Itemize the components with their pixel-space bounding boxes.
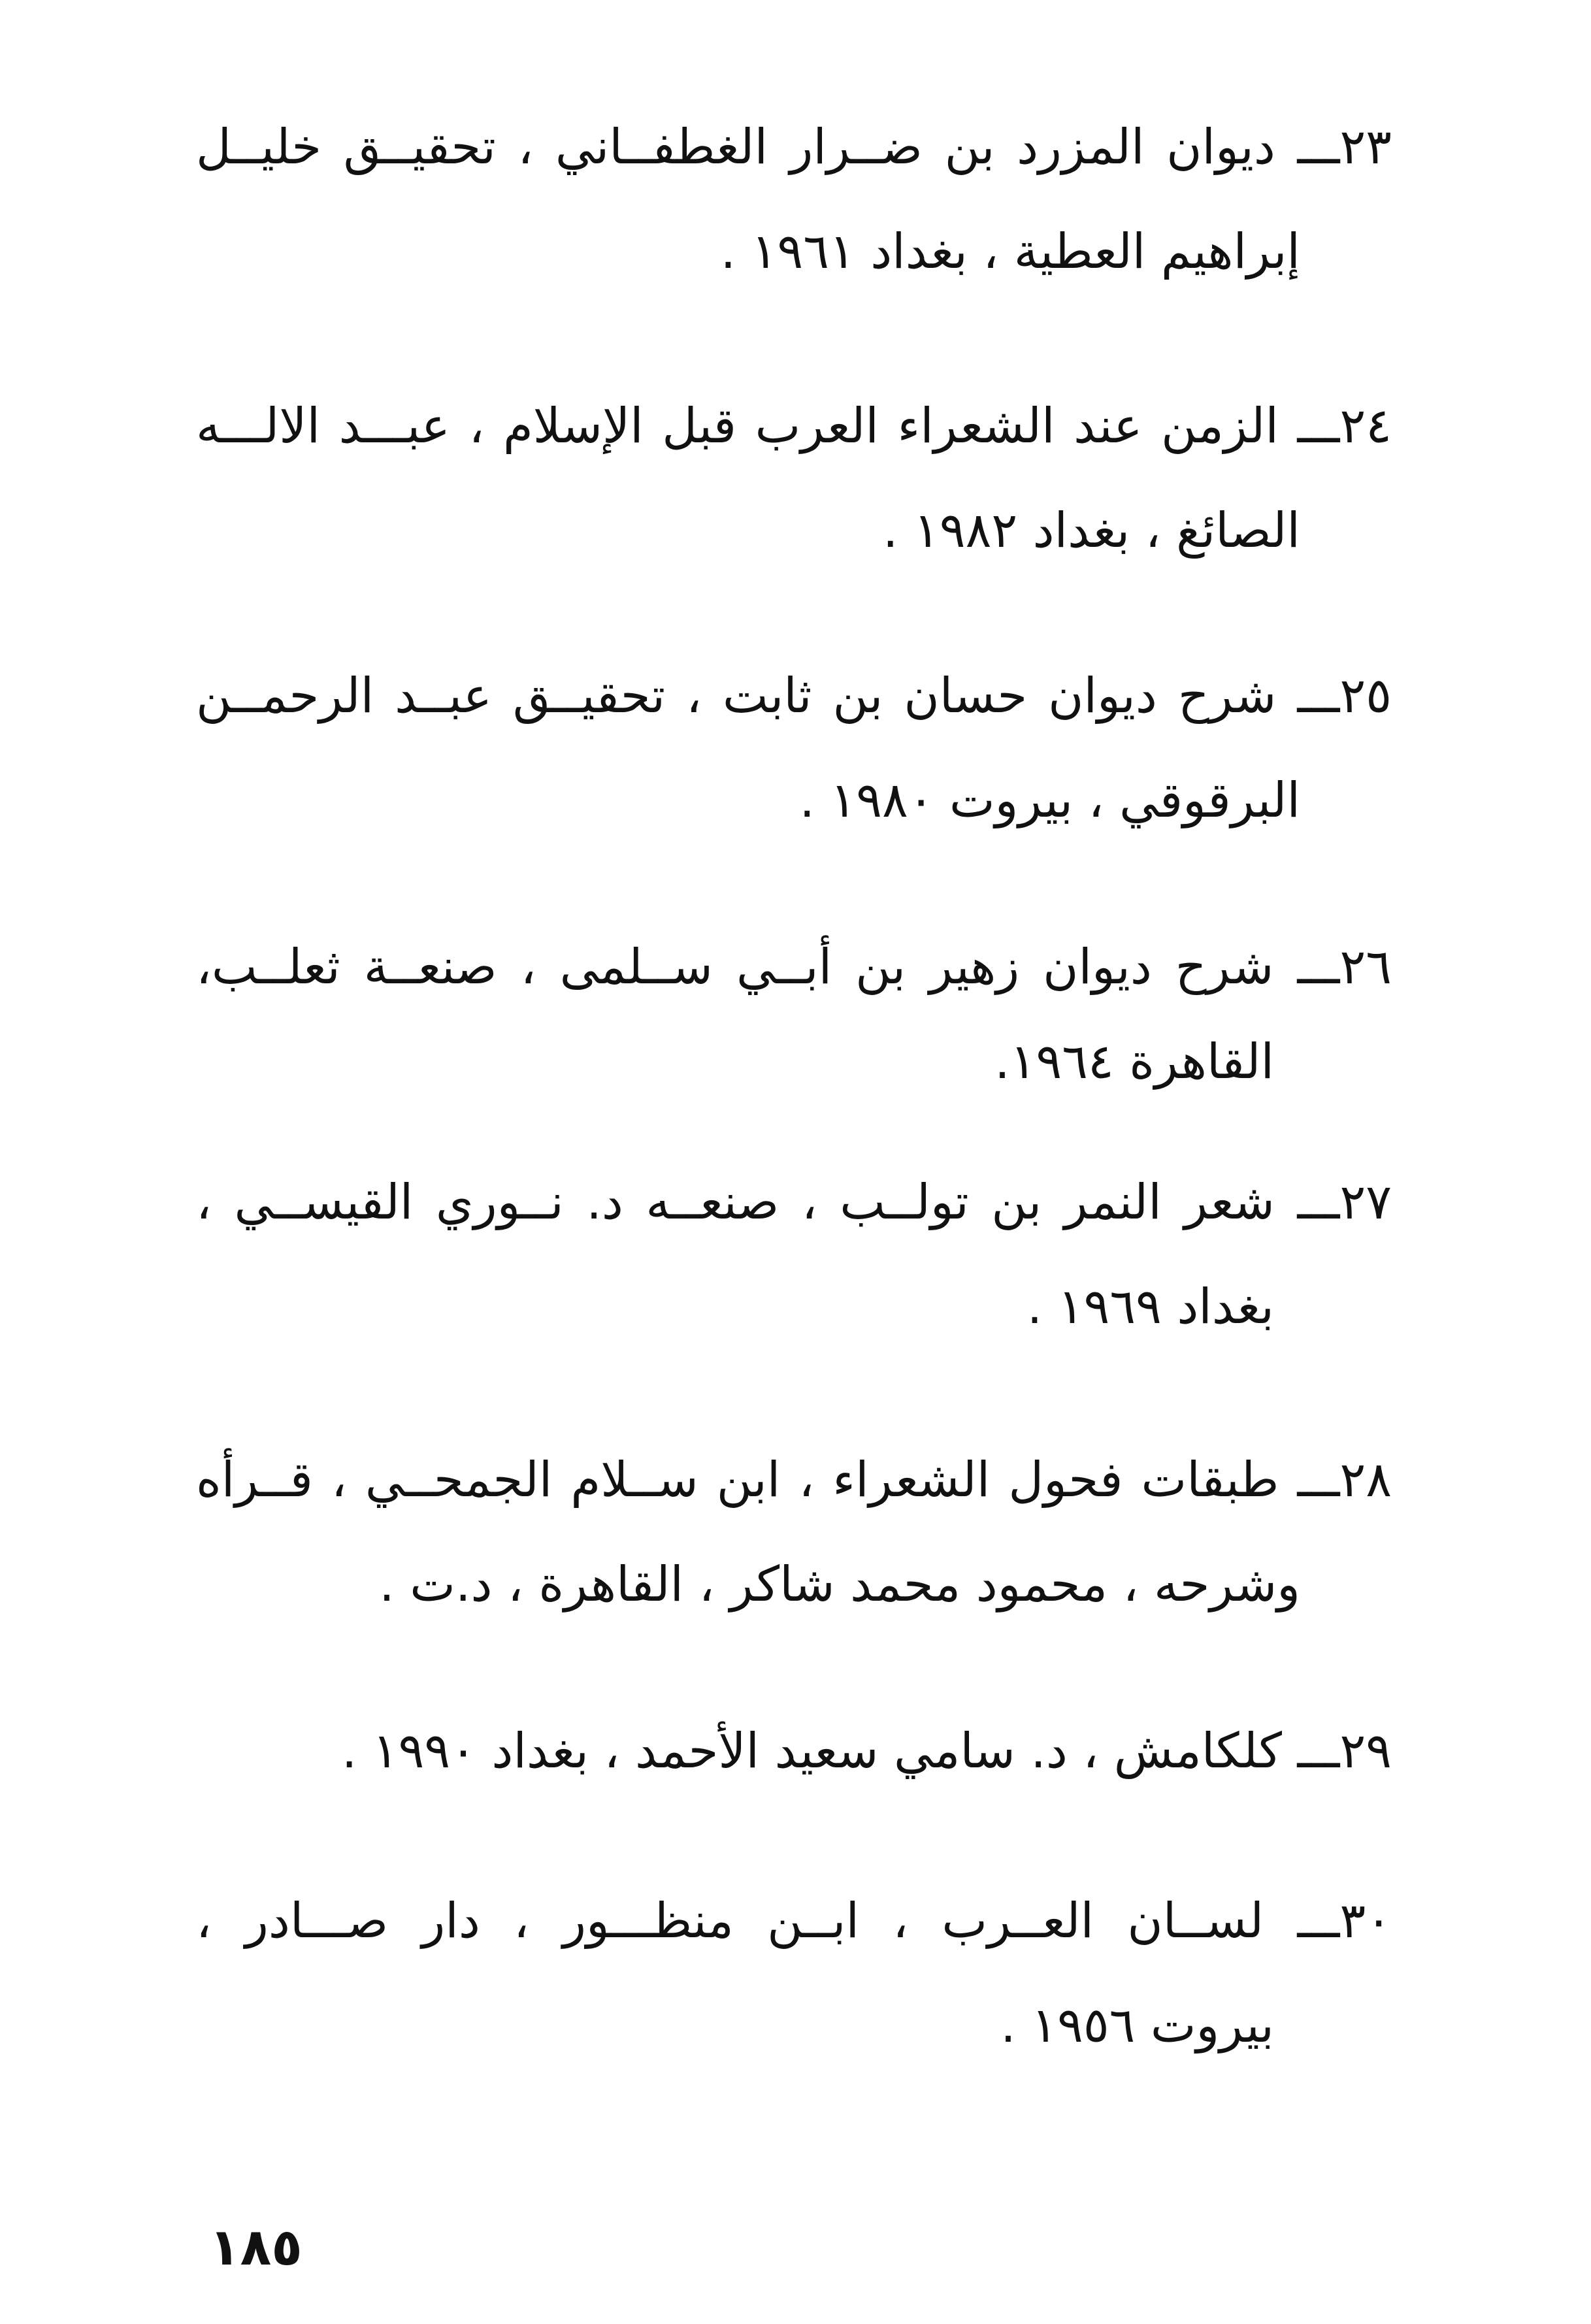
- reference-line: ٢٨ـــ طبقات فحول الشعراء ، ابن ســلام الجمحــي ، قــرأه: [196, 1452, 1392, 1508]
- reference-line: ٢٩ـــ كلكامش ، د. سامي سعيد الأحمد ، بغداد ١٩٩٠ .: [341, 1723, 1392, 1779]
- reference-line: ٣٠ـــ لســان العــرب ، ابــن منظـــور ، دار صـــادر ،: [196, 1893, 1392, 1949]
- reference-entry-27: [196, 1170, 1392, 1339]
- reference-line: البرقوقي ، بيروت ١٩٨٠ .: [799, 772, 1300, 828]
- reference-line: إبراهيم العطية ، بغداد ١٩٦١ .: [720, 223, 1300, 280]
- reference-entry-25: [196, 663, 1392, 833]
- reference-entry-30: [196, 1888, 1392, 2058]
- reference-line: ٢٥ـــ شرح ديوان حسان بن ثابت ، تحقيــق عبــد الرحمــن: [196, 668, 1392, 724]
- reference-entry-28: [196, 1447, 1392, 1617]
- reference-line: ٢٣ـــ ديوان المزرد بن ضــرار الغطفــاني ، تحقيــق خليــل: [196, 119, 1392, 175]
- reference-line: بغداد ١٩٦٩ .: [1026, 1279, 1274, 1335]
- reference-line: ٢٦ـــ شرح ديوان زهير بن أبــي ســلمى ، صنعــة ثعلــب،: [196, 939, 1392, 995]
- reference-entry-29: [196, 1718, 1392, 1784]
- reference-line: وشرحه ، محمود محمد شاكر ، القاهرة ، د.ت .: [379, 1556, 1300, 1612]
- reference-line: الصائغ ، بغداد ١٩٨٢ .: [883, 502, 1300, 559]
- bibliography-list: [196, 114, 1392, 2058]
- reference-line: بيروت ١٩٥٦ .: [1000, 1997, 1274, 2054]
- reference-entry-23: [196, 114, 1392, 284]
- page-number: ١٨٥: [209, 2218, 303, 2277]
- reference-line: ٢٤ـــ الزمن عند الشعراء العرب قبل الإسلام ، عبـــد الالـــه: [196, 398, 1392, 454]
- reference-entry-24: [196, 393, 1392, 563]
- reference-entry-26: [196, 934, 1392, 1094]
- reference-line: ٢٧ـــ شعر النمر بن تولــب ، صنعــه د. نــوري القيســي ،: [196, 1174, 1392, 1230]
- reference-line: القاهرة ١٩٦٤.: [994, 1034, 1274, 1090]
